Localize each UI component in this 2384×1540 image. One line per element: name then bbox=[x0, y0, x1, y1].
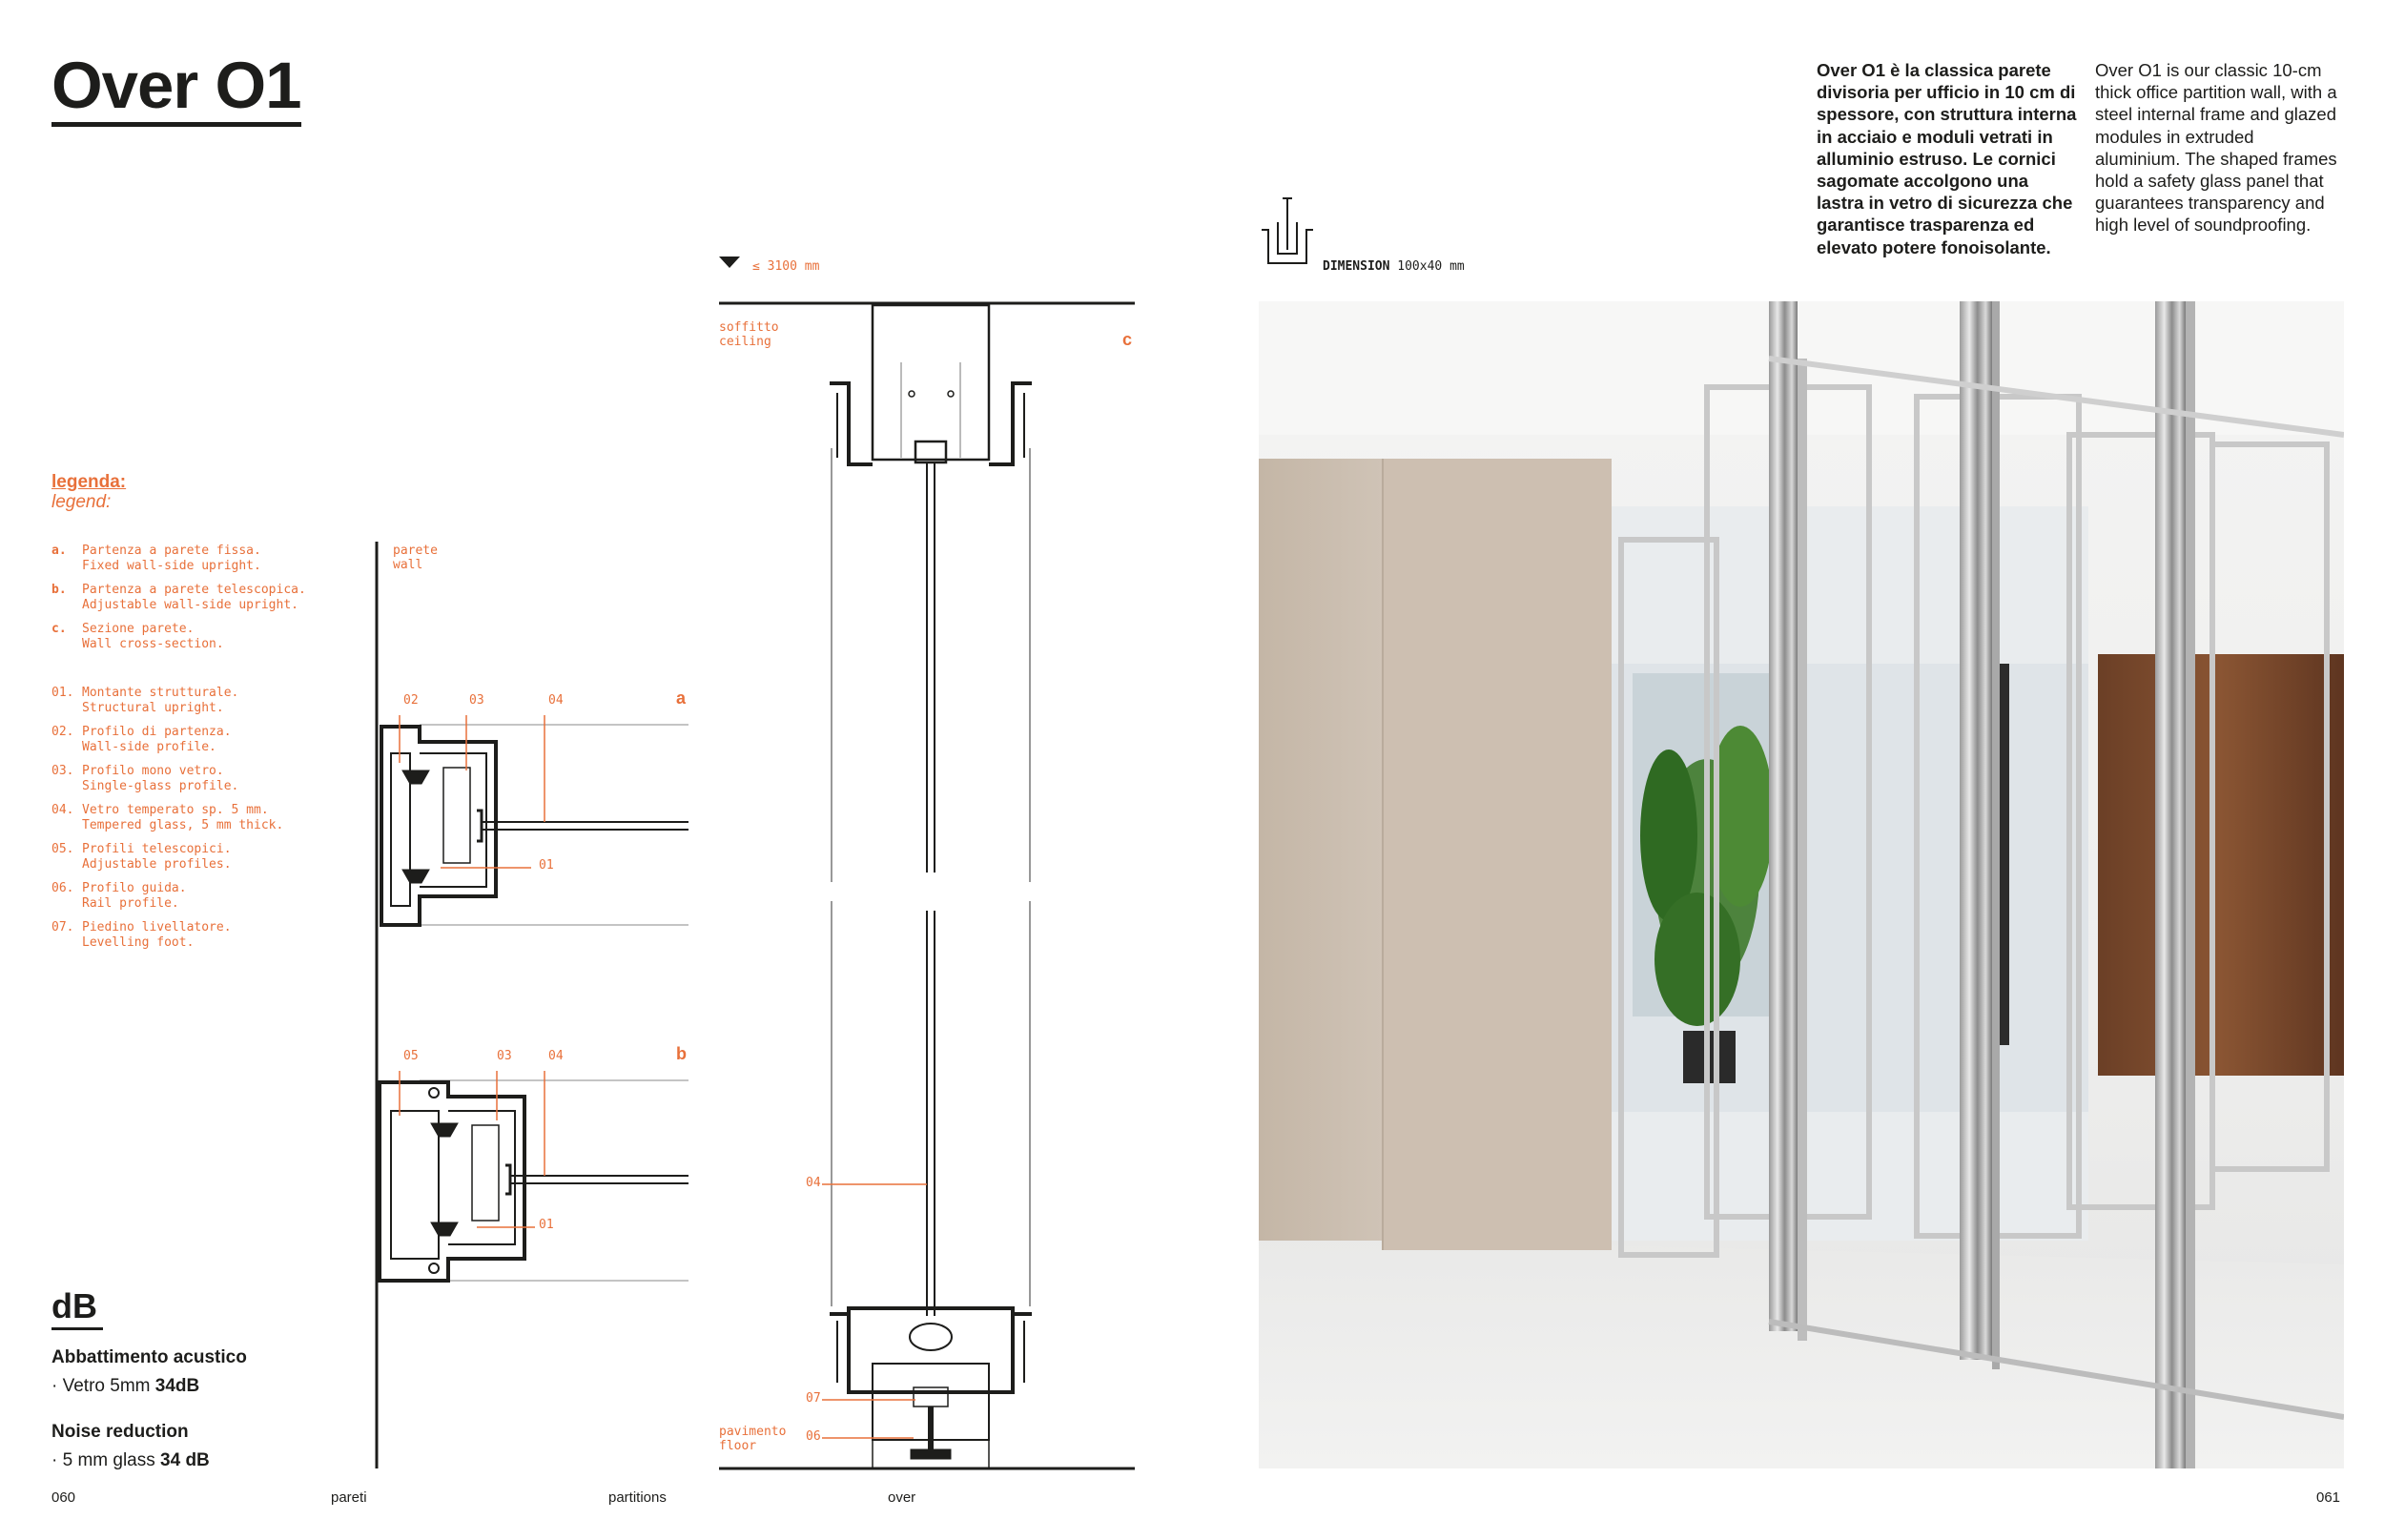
legend-code: 03. bbox=[51, 764, 74, 778]
acoustic-heading: dB bbox=[51, 1289, 103, 1330]
legend-text-it: Profili telescopici. bbox=[82, 842, 232, 856]
legend-text-it: Partenza a parete fissa. bbox=[82, 544, 261, 558]
legend-text-en: Adjustable wall-side upright. bbox=[82, 598, 298, 612]
acoustic-title-it: Abbattimento acustico bbox=[51, 1347, 247, 1367]
section-label-en: partitions bbox=[608, 1489, 667, 1506]
legend-text-en: Adjustable profiles. bbox=[82, 857, 232, 872]
office-partition-photo bbox=[1259, 301, 2344, 1468]
section-a-drawing bbox=[381, 725, 688, 925]
legend-text-en: Structural upright. bbox=[82, 701, 224, 715]
legend-text-en: Tempered glass, 5 mm thick. bbox=[82, 818, 284, 832]
floor-label-it: pavimento bbox=[719, 1425, 787, 1439]
ceiling-label-it: soffitto bbox=[719, 320, 779, 335]
legend-text-it: Profilo di partenza. bbox=[82, 725, 232, 739]
dimension-spec bbox=[1323, 259, 1465, 274]
legend-text-it: Montante strutturale. bbox=[82, 686, 239, 700]
acoustic-db-it: 34dB bbox=[154, 1376, 200, 1396]
acoustic-title-en: Noise reduction bbox=[51, 1422, 189, 1442]
callout-b-03: 03 bbox=[497, 1049, 512, 1063]
height-value: ≤ 3100 mm bbox=[752, 259, 820, 274]
legend-code: c. bbox=[51, 622, 67, 636]
page-title: Over O1 bbox=[51, 50, 301, 127]
callout-b-04: 04 bbox=[548, 1049, 564, 1063]
legend-code: 04. bbox=[51, 803, 74, 817]
dimension-label: DIMENSION bbox=[1323, 259, 1390, 274]
floor-label bbox=[719, 1425, 786, 1453]
page-number-right: 061 bbox=[2316, 1489, 2341, 1506]
legend-text-it: Sezione parete. bbox=[82, 622, 195, 636]
dimension-value: 100x40 mm bbox=[1397, 259, 1465, 274]
acoustic-prefix-en: · 5 mm glass bbox=[51, 1450, 161, 1470]
intro-text-it: Over O1 è la classica parete divisoria per ufficio in 10 cm di spessore, con struttura interna in acciaio e moduli vetrati in alluminio estruso. Le cornici sagomate accolgono una lastra in vetro di sicurezza che garantisce trasparenza ed elevato potere fonoisolante. bbox=[1817, 60, 2077, 257]
section-b-drawing bbox=[380, 1080, 688, 1281]
page-number-left: 060 bbox=[51, 1489, 76, 1506]
profile-icon bbox=[1262, 198, 1313, 263]
callout-c-07: 07 bbox=[806, 1391, 821, 1406]
section-a-label: a bbox=[676, 688, 687, 708]
floor-label-en: floor bbox=[719, 1439, 757, 1453]
legend-text-it: Partenza a parete telescopica. bbox=[82, 583, 306, 597]
legend-heading: legenda: bbox=[51, 472, 127, 492]
legend-text-en: Wall-side profile. bbox=[82, 740, 216, 754]
ceiling-label-en: ceiling bbox=[719, 335, 771, 349]
legend-text-it: Piedino livellatore. bbox=[82, 920, 232, 934]
callout-a-02: 02 bbox=[403, 693, 419, 708]
legend-code: 06. bbox=[51, 881, 74, 895]
series-label: over bbox=[888, 1489, 916, 1506]
photo-illustration bbox=[1259, 301, 2344, 1468]
callout-a-04: 04 bbox=[548, 693, 564, 708]
section-label-it: pareti bbox=[331, 1489, 367, 1506]
legend-code: 05. bbox=[51, 842, 74, 856]
legend-text-en: Fixed wall-side upright. bbox=[82, 559, 261, 573]
callout-a-03: 03 bbox=[469, 693, 484, 708]
wall-label bbox=[393, 544, 438, 572]
intro-text-en: Over O1 is our classic 10-cm thick office partition wall, with a steel internal frame and glazed modules in extruded aluminium. The shaped frames hold a safety glass panel that guarantees transparency and high level of soundproofing. bbox=[2095, 60, 2337, 236]
legend-code: b. bbox=[51, 583, 67, 597]
legend-code: 02. bbox=[51, 725, 74, 739]
legend-code: 01. bbox=[51, 686, 74, 700]
callout-c-04: 04 bbox=[806, 1176, 821, 1190]
legend-text-it: Profilo mono vetro. bbox=[82, 764, 224, 778]
acoustic-prefix-it: · Vetro 5mm bbox=[51, 1376, 155, 1396]
section-b-label: b bbox=[676, 1044, 687, 1063]
acoustic-db-en: 34 dB bbox=[160, 1450, 210, 1470]
ceiling-label bbox=[719, 320, 779, 349]
legend-code: a. bbox=[51, 544, 67, 558]
callout-a-01: 01 bbox=[539, 858, 554, 873]
section-c-label: c bbox=[1122, 330, 1133, 349]
wall-label-it: parete bbox=[393, 544, 438, 558]
legend-subheading: legend: bbox=[51, 492, 112, 512]
legend-text-en: Levelling foot. bbox=[82, 935, 195, 950]
wall-label-en: wall bbox=[393, 558, 423, 572]
legend-text-en: Wall cross-section. bbox=[82, 637, 224, 651]
legend-text-en: Rail profile. bbox=[82, 896, 179, 911]
callout-b-05: 05 bbox=[403, 1049, 419, 1063]
callout-b-01: 01 bbox=[539, 1218, 554, 1232]
legend-text-it: Vetro temperato sp. 5 mm. bbox=[82, 803, 269, 817]
callout-c-06: 06 bbox=[806, 1429, 821, 1444]
legend-text-en: Single-glass profile. bbox=[82, 779, 239, 793]
legend-code: 07. bbox=[51, 920, 74, 934]
legend-text-it: Profilo guida. bbox=[82, 881, 187, 895]
section-c-drawing bbox=[719, 303, 1135, 1468]
